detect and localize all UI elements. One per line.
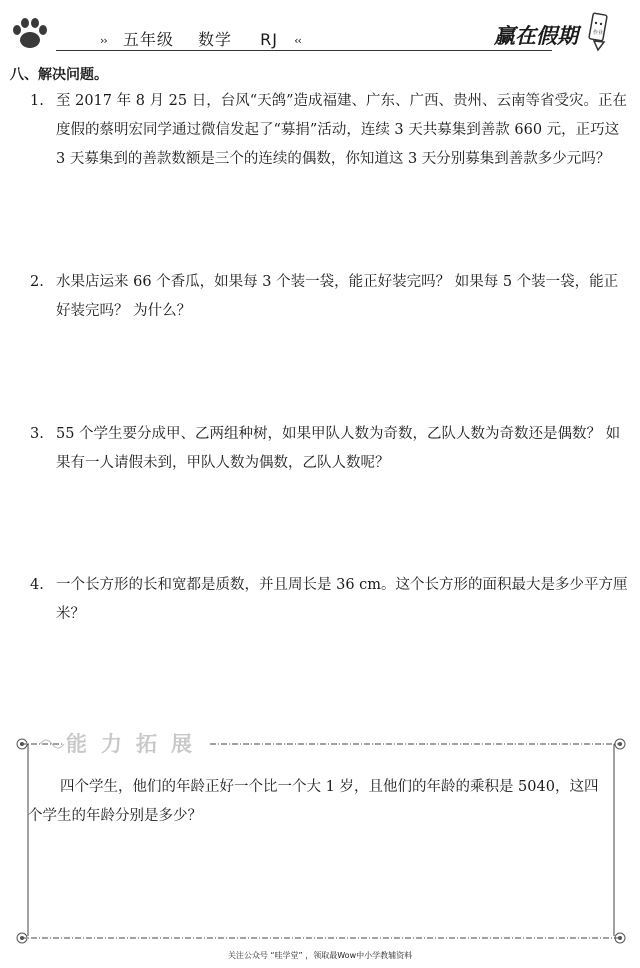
page-header xyxy=(0,0,640,56)
brand-logo: 赢在假期 xyxy=(494,24,578,48)
problem-3 xyxy=(30,420,628,478)
header-divider xyxy=(56,50,552,51)
grade-label: 五年级 xyxy=(122,30,174,49)
header-title xyxy=(90,27,311,50)
paw-print-icon xyxy=(12,18,48,50)
problem-text: 55 个学生要分成甲、乙两组种树，如果甲队人数为奇数，乙队人数为奇数还是偶数？ 如果有一人请假未到，甲队人数为偶数，乙队人数呢？ xyxy=(56,426,621,471)
problem-number: 3. xyxy=(30,426,44,442)
ability-problem-text: 四个学生，他们的年龄正好一个比一个大 1 岁，且他们的年龄的乘积是 5040，这四个学生的年龄分别是多少？ xyxy=(28,779,599,824)
problem-1 xyxy=(30,87,628,174)
problem-4 xyxy=(30,571,628,629)
problem-2 xyxy=(30,268,628,326)
problem-number: 4. xyxy=(30,577,44,593)
problem-text: 至 2017 年 8 月 25 日，台风“天鸽”造成福建、广东、广西、贵州、云南等省受灾。正在度假的蔡明宏同学通过微信发起了“募捐”活动，连续 3 天共募集到善款 660 元，正巧这 3 天募集到的善款数额是三个的连续的偶数，你知道这 3 天分别募集到善款多少元吗？ xyxy=(56,93,628,167)
problem-number: 1. xyxy=(30,93,44,109)
double-arrow-right-icon: ›› xyxy=(100,34,107,47)
ability-extension-box xyxy=(10,720,632,952)
edition-label: RJ xyxy=(260,30,278,49)
problem-text: 水果店运来 66 个香瓜，如果每 3 个装一袋，能正好装完吗？ 如果每 5 个装一袋，能正好装完吗？ 为什么？ xyxy=(56,274,619,319)
double-arrow-left-icon: ‹‹ xyxy=(294,34,301,47)
subject-label: 数学 xyxy=(198,30,233,49)
problem-number: 2. xyxy=(30,274,44,290)
ability-title: 能力拓展 xyxy=(66,732,206,756)
footer-note: 关注公众号 “哇学堂” ，领取最Wow中小学教辅资料 xyxy=(227,951,413,960)
pencil-mascot-icon xyxy=(585,12,611,52)
problem-text: 一个长方形的长和宽都是质数，并且周长是 36 cm。这个长方形的面积最大是多少平方厘米？ xyxy=(56,577,628,622)
mascot-label: 作业 xyxy=(593,30,604,36)
section-title: 八、解决问题。 xyxy=(10,67,108,83)
